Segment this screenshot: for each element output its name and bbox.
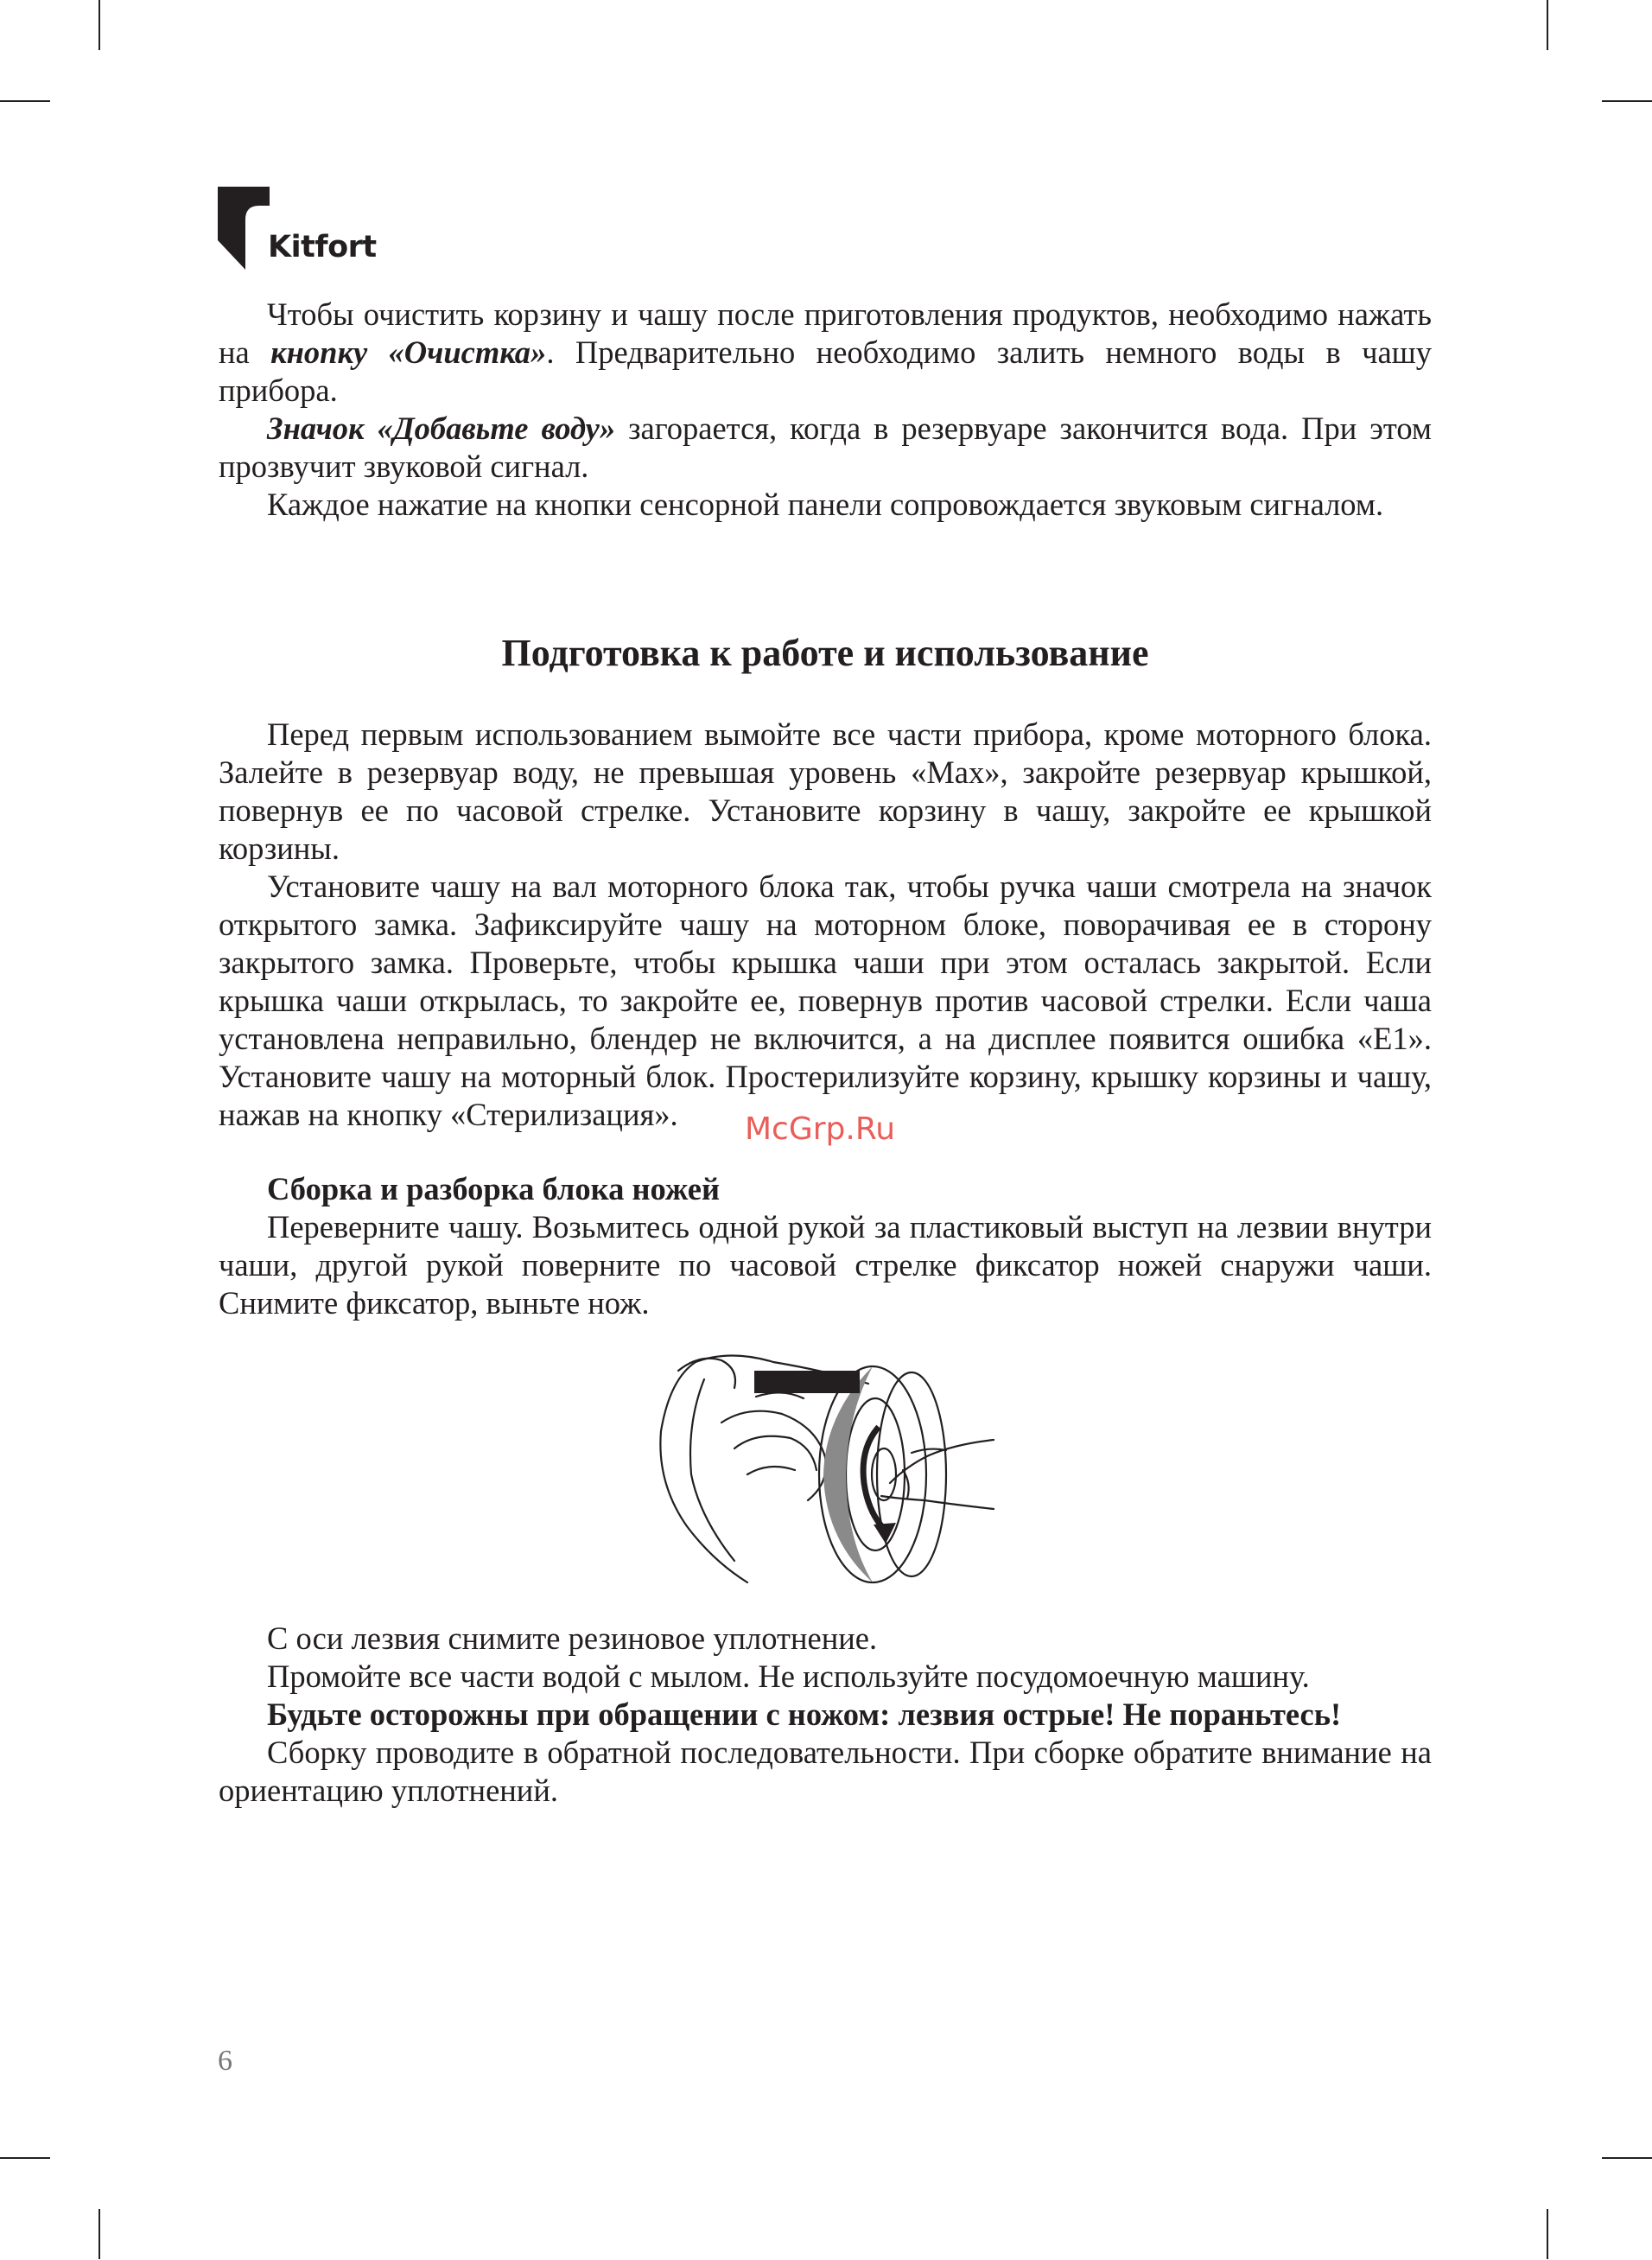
- instruction-paragraph: С оси лезвия снимите резиновое уплотнение.: [267, 1620, 878, 1656]
- watermark: McGrp.Ru: [745, 1111, 896, 1147]
- subsection-paragraph: Переверните чашу. Возьмитесь одной рукой за пластиковый выступ на лезвии внутри чаши, другой рукой поверните по часовой стрелке фиксатор ножей снаружи чаши. Снимите фиксатор, выньте нож.: [219, 1209, 1432, 1321]
- crop-mark: [0, 2157, 50, 2159]
- hands-turning-blade-lock-icon: [652, 1345, 998, 1604]
- crop-mark: [1547, 2209, 1548, 2259]
- section-body: [219, 716, 1432, 1134]
- section-paragraph: Установите чашу на вал моторного блока так, чтобы ручка чаши смотрела на значок открытого замка. Зафиксируйте чашу на моторном блоке, поворачивая ее в сторону закрытого замка. Проверьте, чтобы крышка чаши при этом осталась закрытой. Если крышка чаши открылась, то закройте ее, повернув против часовой стрелки. Если чаша установлена неправильно, блендер не включится, а на дисплее появится ошибка «E1». Установите чашу на моторный блок. Простерилизуйте корзину, крышку корзины и чашу, нажав на кнопку «Стерилизация».: [219, 869, 1432, 1132]
- kitfort-logo-mark-icon: [218, 187, 270, 270]
- blade-removal-illustration: [652, 1345, 998, 1604]
- crop-mark: [1602, 100, 1652, 102]
- intro-paragraph: [219, 410, 1432, 486]
- kitfort-logo: [218, 187, 391, 273]
- emphasis-run: кнопку «Очистка»: [270, 334, 547, 370]
- crop-mark: [1547, 0, 1548, 50]
- subsection-block: [219, 1170, 1432, 1322]
- text-run: . Предварительно необходимо залить немного воды в чашу прибора.: [219, 334, 1432, 408]
- logo-text: Kitfort: [268, 230, 377, 264]
- intro-paragraph: [219, 296, 1432, 410]
- crop-mark: [98, 0, 100, 50]
- page-number: 6: [218, 2045, 232, 2077]
- intro-block: [219, 296, 1432, 524]
- text-run: загорается, когда в резервуаре закончится вода. При этом прозвучит звуковой сигнал.: [219, 411, 1432, 484]
- assembly-paragraph: Сборку проводите в обратной последовательности. При сборке обратите внимание на ориентацию уплотнений.: [219, 1735, 1432, 1808]
- cleaning-block: [219, 1620, 1432, 1810]
- safety-warning: Будьте осторожны при обращении с ножом: лезвия острые! Не пораньтесь!: [267, 1697, 1342, 1732]
- crop-mark: [98, 2209, 100, 2259]
- subsection-title: Сборка и разборка блока ножей: [267, 1171, 721, 1206]
- instruction-paragraph: Промойте все части водой с мылом. Не используйте посудомоечную машину.: [267, 1658, 1310, 1694]
- crop-mark: [0, 100, 50, 102]
- crop-mark: [1602, 2157, 1652, 2159]
- intro-paragraph: Каждое нажатие на кнопки сенсорной панели сопровождается звуковым сигналом.: [267, 487, 1384, 522]
- text-run: Чтобы очистить корзину и чашу после приготовления продуктов, необходимо нажать на: [219, 296, 1432, 370]
- section-paragraph: Перед первым использованием вымойте все части прибора, кроме моторного блока. Залейте в резервуар воду, не превышая уровень «Max», закройте резервуар крышкой, повернув ее по часовой стрелке. Установите корзину в чашу, закройте ее крышкой корзины.: [219, 716, 1432, 866]
- section-title: Подготовка к работе и использование: [501, 632, 1149, 674]
- emphasis-run: Значок «Добавьте воду»: [267, 411, 616, 446]
